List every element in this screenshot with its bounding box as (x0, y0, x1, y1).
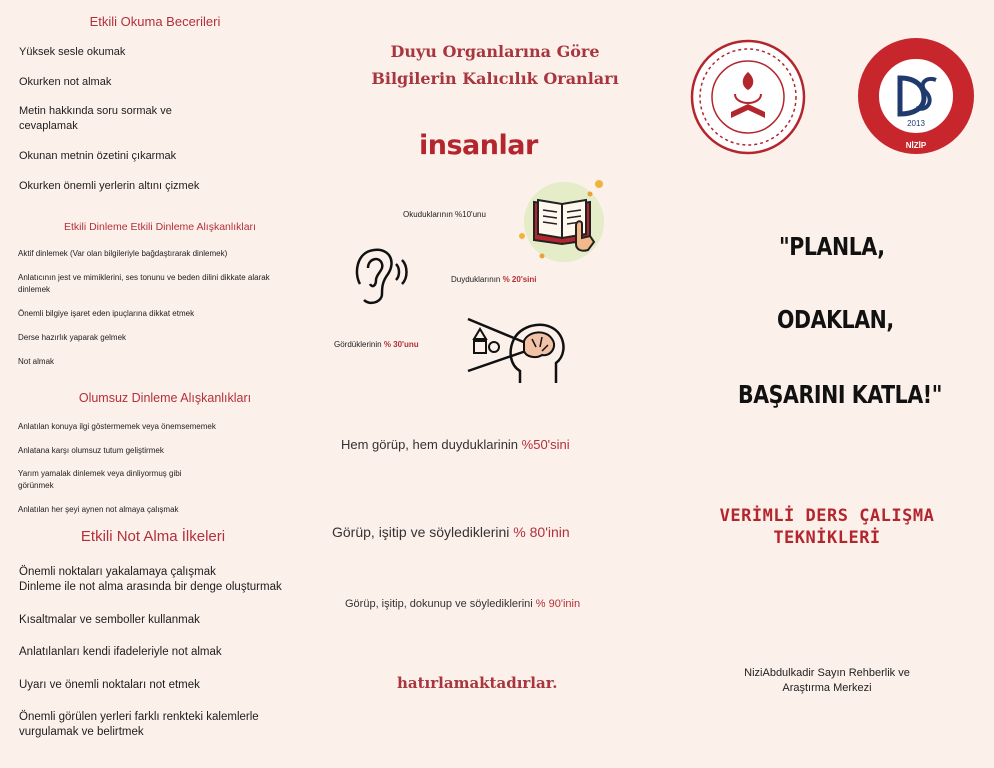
middle-title (330, 38, 660, 92)
negative-heading: Olumsuz Dinleme Alışkanlıkları (78, 391, 252, 405)
listening-item-1: Aktif dinlemek (Var olan bilgileriyle bağdaştırarak dinlemek) (18, 249, 228, 258)
remember-text: hatırlamaktadırlar. (397, 674, 558, 692)
see-hear-touch-say-stat (345, 598, 580, 610)
notes-item-5: Önemli görülen yerleri farklı renkteki kalemlerle vurgulamak ve belirtmek (19, 711, 259, 738)
slogan-line-1: "PLANLA, (779, 232, 885, 261)
middle-title-line1: Duyu Organlarına Göre (390, 42, 600, 61)
reading-item-3: Metin hakkında soru sormak ve cevaplamak (19, 105, 172, 132)
ear-icon (348, 244, 412, 308)
reading-item-4: Okunan metnin özetini çıkarmak (19, 150, 177, 162)
slogan-line-2: ODAKLAN, (777, 305, 894, 334)
read-stat: Okuduklarının %10'unu (403, 210, 486, 219)
seen-stat (334, 340, 419, 349)
listening-item-5: Not almak (18, 357, 55, 366)
see-hear-say-stat (332, 524, 570, 540)
notes-item-3: Anlatılanları kendi ifadeleriyle not almak (19, 646, 222, 658)
see-hear-say-text: Görüp, işitip ve söylediklerini (332, 524, 514, 540)
footer-line-2: Araştırma Merkezi (782, 682, 872, 694)
listening-item-4: Derse hazırlık yaparak gelmek (18, 333, 127, 342)
footer-organization (660, 666, 994, 696)
see-hear-value: %50'sini (521, 437, 570, 452)
document-title-line1: VERİMLİ DERS ÇALIŞMA (719, 506, 935, 526)
heard-stat-text: Duyduklarının (451, 275, 503, 284)
left-column (0, 0, 330, 768)
negative-item-4: Anlatılan her şeyi aynen not almaya çalışmak (18, 505, 179, 514)
see-hear-text: Hem görüp, hem duyduklarinin (341, 437, 522, 452)
heard-stat-value: % 20'sini (502, 275, 537, 284)
see-hear-touch-say-text: Görüp, işitip, dokunup ve söylediklerini (345, 598, 536, 610)
seen-stat-value: % 30'unu (383, 340, 419, 349)
eye-brain-icon (466, 317, 568, 387)
slogan-line-3: BAŞARINI KATLA!" (738, 380, 943, 409)
notes-item-1: Önemli noktaları yakalamaya çalışmak Dinleme ile not alma arasında bir denge oluşturmak (19, 566, 282, 593)
notes-item-2: Kısaltmalar ve semboller kullanmak (19, 614, 200, 626)
ram-logo (856, 36, 976, 156)
listening-heading: Etkili Dinleme Etkili Dinleme Alışkanlıkları (64, 221, 256, 233)
negative-item-2: Anlatana karşı olumsuz tutum geliştirmek (18, 446, 164, 455)
document-title (660, 505, 994, 549)
listening-item-2: Anlatıcının jest ve mimiklerini, ses tonunu ve beden dilini dikkate alarak dinlemek (18, 273, 270, 294)
see-hear-say-value: % 80'inin (513, 524, 570, 540)
see-hear-touch-say-value: % 90'inin (535, 598, 581, 610)
negative-item-3: Yarım yamalak dinlemek veya dinliyormuş gibi görünmek (18, 469, 182, 490)
book-icon (516, 178, 608, 266)
listening-item-3: Önemli bilgiye işaret eden ipuçlarına dikkat etmek (18, 309, 195, 318)
reading-item-5: Okurken önemli yerlerin altını çizmek (19, 180, 200, 192)
seen-stat-text: Gördüklerinin (334, 340, 384, 349)
right-column (660, 0, 994, 768)
notes-heading: Etkili Not Alma İlkeleri (80, 528, 226, 545)
reading-heading: Etkili Okuma Becerileri (89, 14, 221, 29)
see-hear-stat (341, 437, 570, 452)
document-title-line2: TEKNİKLERİ (773, 528, 881, 548)
ram-logo-city: NİZİP (905, 141, 927, 150)
reading-item-2: Okurken not almak (19, 76, 112, 88)
notes-item-4: Uyarı ve önemli noktaları not etmek (19, 679, 200, 691)
middle-column (330, 0, 660, 768)
reading-item-1: Yüksek sesle okumak (19, 46, 126, 58)
meb-logo (689, 38, 807, 156)
heard-stat (451, 275, 537, 284)
footer-line-1: NiziAbdulkadir Sayın Rehberlik ve (744, 667, 910, 679)
negative-item-1: Anlatılan konuya ilgi göstermemek veya önemsememek (18, 422, 216, 431)
middle-title-line2: Bilgilerin Kalıcılık Oranları (371, 69, 619, 88)
people-heading: insanlar (419, 130, 538, 161)
ram-logo-year: 2013 (907, 119, 925, 128)
